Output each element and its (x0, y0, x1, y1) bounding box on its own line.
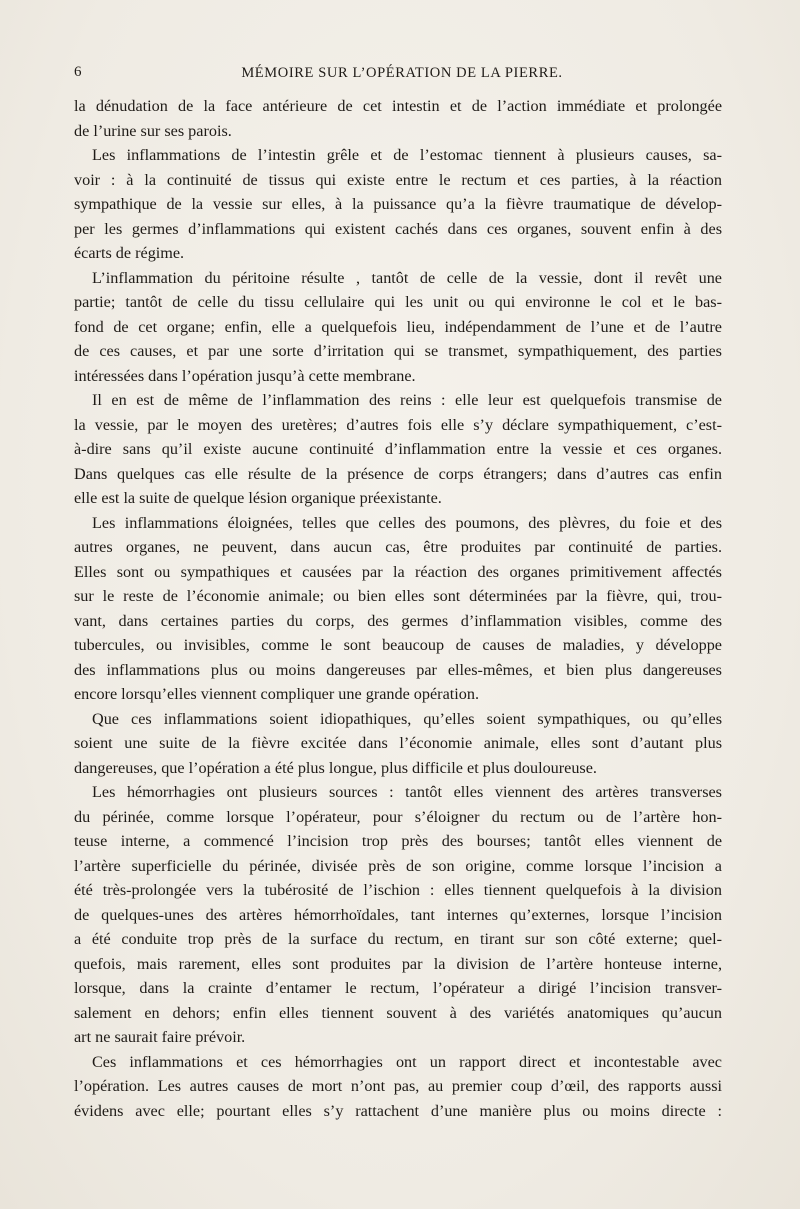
text-line: Les hémorrhagies ont plusieurs sources : tantôt elles viennent des artères transverses (92, 783, 722, 801)
paragraph (74, 143, 722, 266)
text-line: soient une suite de la fièvre excitée dans l’économie animale, elles sont d’autant plus (74, 734, 722, 752)
text-line: Dans quelques cas elle résulte de la présence de corps étrangers; dans d’autres cas enfin (74, 464, 722, 483)
text-line: Les inflammations éloignées, telles que celles des poumons, des plèvres, du foie et des (92, 513, 722, 532)
text-line: voir : à la continuité de tissus qui existe entre le rectum et ces parties, à la réaction (74, 170, 722, 189)
text-line: Ces inflammations et ces hémorrhagies ont un rapport direct et incontestable avec (92, 1052, 722, 1071)
text-line: à-dire sans qu’il existe aucune continuité d’inflammation entre la vessie et ces organes. (74, 440, 722, 458)
paragraph (74, 266, 722, 389)
text-line: écarts de régime. (74, 244, 185, 262)
text-line: fond de cet organe; enfin, elle a quelquefois lieu, indépendamment de l’une et de l’autre (74, 317, 722, 336)
text-line: Il en est de même de l’inflammation des reins : elle leur est quelquefois transmise de (92, 391, 722, 409)
text-line: L’inflammation du péritoine résulte , tantôt de celle de la vessie, dont il revêt une (92, 268, 722, 287)
text-line: la dénudation de la face antérieure de cet intestin et de l’action immédiate et prolongée (74, 97, 722, 115)
paragraph (74, 511, 722, 707)
text-line: partie; tantôt de celle du tissu cellulaire qui les unit ou qui environne le col et le bas- (74, 293, 722, 311)
text-line: per les germes d’inflammations qui existent cachés dans ces organes, souvent enfin à des (74, 219, 722, 238)
text-line: la vessie, par le moyen des uretères; d’autres fois elle s’y déclare sympathiquement, c’est- (74, 415, 722, 434)
text-line: art ne saurait faire prévoir. (74, 1028, 246, 1046)
running-title: MÉMOIRE SUR L’OPÉRATION DE LA PIERRE. (241, 65, 563, 81)
text-line: autres organes, ne peuvent, dans aucun cas, être produites par continuité de parties. (74, 538, 722, 556)
text-line: Elles sont ou sympathiques et causées par la réaction des organes primitivement affectés (74, 562, 722, 581)
text-line: salement en dehors; enfin elles tiennent souvent à des variétés anatomiques qu’aucun (74, 1003, 722, 1022)
text-line: été très-prolongée vers la tubérosité de l’ischion : elles tiennent quelquefois à la division (74, 881, 722, 899)
text-line: vant, dans certaines parties du corps, des germes d’inflammation visibles, comme des (74, 611, 722, 630)
paragraph (74, 707, 722, 781)
page-number: 6 (74, 64, 82, 80)
text-line: sur le reste de l’économie animale; ou bien elles sont déterminées par la fièvre, qui, trou- (74, 587, 722, 605)
page-header (74, 64, 730, 88)
text-line: quefois, mais rarement, elles sont produites par la division de l’artère honteuse interne, (74, 954, 722, 973)
text-line: du périnée, comme lorsque l’opérateur, pour s’éloigner du rectum ou de l’artère hon- (74, 807, 722, 826)
body-text (74, 94, 722, 1174)
text-line: a été conduite trop près de la surface du rectum, en tirant sur son côté externe; quel- (74, 930, 722, 948)
text-line: intéressées dans l’opération jusqu’à cette membrane. (74, 366, 416, 385)
text-line: l’opération. Les autres causes de mort n’ont pas, au premier coup d’œil, des rapports aussi (74, 1077, 722, 1095)
paragraph (74, 1050, 722, 1124)
text-line: de l’urine sur ses parois. (74, 121, 232, 140)
text-line: de ces causes, et par une sorte d’irritation qui se transmet, sympathiquement, des parties (74, 342, 722, 360)
text-line: lorsque, dans la crainte d’entamer le rectum, l’opérateur a dirigé l’incision transver- (74, 979, 722, 997)
text-line: Les inflammations de l’intestin grêle et de l’estomac tiennent à plusieurs causes, sa- (92, 146, 722, 164)
text-line: de quelques-unes des artères hémorrhoïdales, tant internes qu’externes, lorsque l’incision (74, 905, 722, 924)
text-line: tubercules, ou invisibles, comme le sont beaucoup de causes de maladies, y développe (74, 636, 722, 654)
text-line: l’artère superficielle du périnée, divisée près de son origine, comme lorsque l’incision a (74, 856, 722, 875)
text-line: dangereuses, que l’opération a été plus longue, plus difficile et plus douloureuse. (74, 758, 597, 777)
text-line: sympathique de la vessie sur elles, à la puissance qu’a la fièvre traumatique de dévelop- (74, 195, 722, 213)
paragraph (74, 388, 722, 511)
text-line: évidens avec elle; pourtant elles s’y rattachent d’une manière plus ou moins directe : (74, 1101, 722, 1120)
text-line: elle est la suite de quelque lésion organique préexistante. (74, 489, 442, 507)
text-line: Que ces inflammations soient idiopathiques, qu’elles soient sympathiques, ou qu’elles (92, 709, 722, 728)
paragraph (74, 94, 722, 143)
paragraph (74, 780, 722, 1050)
text-line: teuse interne, a commencé l’incision trop près des bourses; tantôt elles viennent de (74, 832, 722, 850)
text-line: des inflammations plus ou moins dangereuses par elles-mêmes, et bien plus dangereuses (74, 660, 722, 679)
text-line: encore lorsqu’elles viennent compliquer une grande opération. (74, 685, 479, 703)
